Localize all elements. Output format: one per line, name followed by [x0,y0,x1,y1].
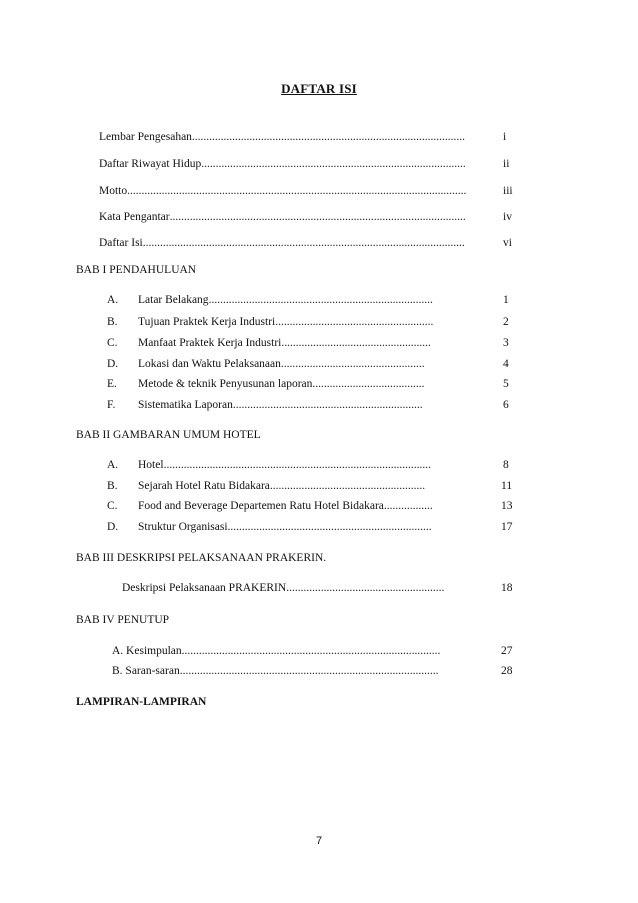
dot-leader: ................. [383,500,433,512]
toc-entry-label: Kata Pengantar [99,211,170,223]
chapter-heading: BAB IV PENUTUP [76,614,170,626]
toc-entry-label: A. Kesimpulan [112,645,182,657]
item-letter: B. [107,316,118,328]
dot-leader: .................................................. [280,358,425,370]
dot-leader: ...................................................... [269,480,426,492]
item-letter: D. [107,521,119,533]
toc-entry-page: 27 [501,645,513,657]
toc-entry-label: Struktur Organisasi [138,521,228,533]
toc-entry-page: 6 [503,399,509,411]
toc-entry-page: i [503,131,507,143]
toc-entry-label: Manfaat Praktek Kerja Industri [138,337,282,349]
toc-entry-page: iv [503,211,512,223]
page-title: DAFTAR ISI [281,81,357,96]
dot-leader: ............................................................................................ [201,158,466,170]
toc-entry-page: 13 [501,500,513,512]
toc-entry-page: 2 [503,316,509,328]
toc-entry-label: Sistematika Laporan [138,399,233,411]
toc-entry-page: 17 [501,521,513,533]
toc-entry-page: 4 [503,358,509,370]
item-letter: C. [107,337,118,349]
dot-leader: ...................................................................................................................... [127,185,467,197]
dot-leader: ....................................................................... [227,521,432,533]
toc-entry-page: 5 [503,378,509,390]
dot-leader: .................................................... [281,337,431,349]
item-letter: A. [107,294,119,306]
toc-entry-label: Metode & teknik Penyusunan laporan [138,378,313,390]
dot-leader: .............................................................................. [208,294,433,306]
dot-leader: ............................................................................................. [163,459,431,471]
chapter-heading: BAB III DESKRIPSI PELAKSANAAN PRAKERIN. [76,552,327,564]
lampiran-heading: LAMPIRAN-LAMPIRAN [76,696,207,708]
item-letter: B. [107,480,118,492]
toc-entry-label: Daftar Isi [99,237,143,249]
toc-entry-label: Latar Belakang [138,294,209,306]
dot-leader: .......................................................................................... [179,665,439,677]
dot-leader: ....................................................... [275,316,434,328]
dot-leader: ....................................... [312,378,425,390]
item-letter: A. [107,459,119,471]
item-letter: F. [107,399,116,411]
dot-leader: ....................................................... [286,582,445,594]
item-letter: C. [107,500,118,512]
toc-entry-label: Daftar Riwayat Hidup [99,158,202,170]
dot-leader: ................................................................................................................ [142,237,465,249]
toc-entry-page: 28 [501,665,513,677]
toc-entry-label: Lembar Pengesahan [99,131,192,143]
toc-entry-page: 18 [501,582,513,594]
toc-entry-page: ii [503,158,510,170]
toc-entry-page: iii [503,185,513,197]
toc-entry-label: Sejarah Hotel Ratu Bidakara [138,480,270,492]
toc-entry-page: 1 [503,294,509,306]
toc-entry-label: Food and Beverage Departemen Ratu Hotel Bidakara [138,500,384,512]
dot-leader: ............................................................................................... [191,131,466,143]
item-letter: E. [107,378,117,390]
chapter-heading: BAB I PENDAHULUAN [76,264,197,276]
page-number: 7 [315,835,323,847]
toc-entry-label: B. Saran-saran [112,665,180,677]
dot-leader: .................................................................. [232,399,423,411]
toc-entry-label: Motto [99,185,128,197]
toc-entry-page: 3 [503,337,509,349]
toc-entry-label: Lokasi dan Waktu Pelaksanaan [138,358,281,370]
toc-entry-label: Hotel [138,459,164,471]
toc-entry-page: 11 [501,480,513,492]
item-letter: D. [107,358,119,370]
chapter-heading: BAB II GAMBARAN UMUM HOTEL [76,429,261,441]
toc-entry-label: Deskripsi Pelaksanaan PRAKERIN [122,582,287,594]
toc-entry-label: Tujuan Praktek Kerja Industri [138,316,276,328]
dot-leader: ....................................................................................................... [169,211,466,223]
toc-entry-page: 8 [503,459,509,471]
toc-entry-page: vi [503,237,512,249]
dot-leader: .......................................................................................... [181,645,441,657]
